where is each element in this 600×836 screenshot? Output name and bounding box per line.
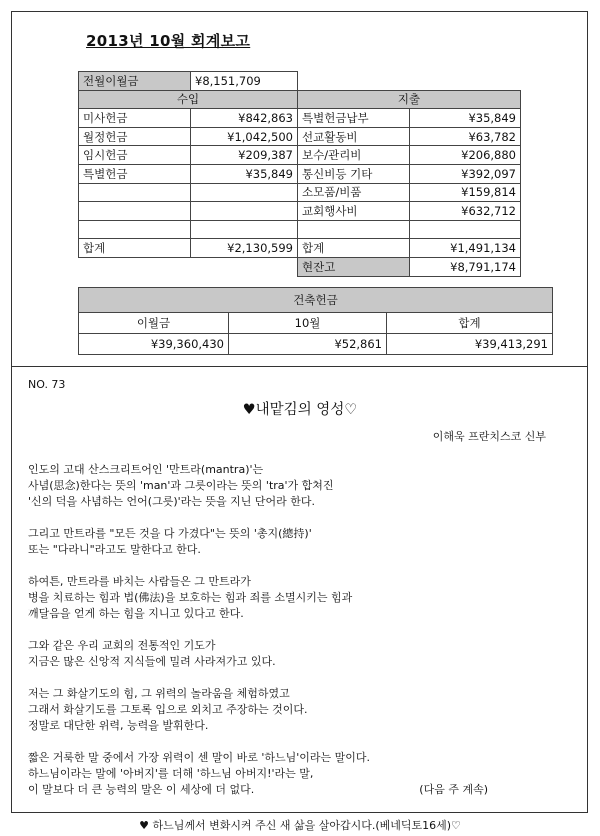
ledger-row xyxy=(79,220,521,239)
essay-line: 인도의 고대 산스크리트어인 '만트라(mantra)'는 xyxy=(28,463,264,476)
ledger-row xyxy=(79,109,521,128)
total-income-value: ¥2,130,599 xyxy=(191,239,298,258)
income-value: ¥35,849 xyxy=(191,164,298,183)
essay-line: 하여튼, 만트라를 바치는 사람들은 그 만트라가 xyxy=(28,575,251,588)
income-value: ¥209,387 xyxy=(191,146,298,165)
expense-value: ¥632,712 xyxy=(410,202,521,221)
building-col-month: 10월 xyxy=(229,313,387,334)
building-value-carryover: ¥39,360,430 xyxy=(79,334,229,355)
balance-value: ¥8,791,174 xyxy=(410,257,521,276)
essay-title: ♥내맡김의 영성♡ xyxy=(242,402,358,418)
expense-value: ¥159,814 xyxy=(410,183,521,202)
income-label: 미사헌금 xyxy=(79,109,191,128)
essay-line: '신의 덕을 사념하는 언어(그릇)'라는 뜻을 지닌 단어라 한다. xyxy=(28,495,315,508)
income-value xyxy=(191,220,298,239)
income-value xyxy=(191,183,298,202)
essay-last-line xyxy=(28,782,488,798)
ledger-row xyxy=(79,146,521,165)
issue-number: NO. 73 xyxy=(28,378,66,391)
carryover-label: 전월이월금 xyxy=(79,72,191,91)
expense-label: 보수/관리비 xyxy=(298,146,410,165)
essay-line: 그래서 화살기도를 그토록 입으로 외치고 주장하는 것이다. xyxy=(28,703,308,716)
essay-line: 저는 그 화살기도의 힘, 그 위력의 놀라움을 체험하였고 xyxy=(28,687,290,700)
expense-label xyxy=(298,220,410,239)
total-expense-label: 합계 xyxy=(298,239,410,258)
essay-author: 이해욱 프란치스코 신부 xyxy=(432,430,546,443)
building-value-month: ¥52,861 xyxy=(229,334,387,355)
expense-value xyxy=(410,220,521,239)
essay-paragraph xyxy=(28,526,573,558)
income-value xyxy=(191,202,298,221)
ledger-row xyxy=(79,183,521,202)
essay-line: 사념(思念)한다는 뜻의 'man'과 그릇이라는 뜻의 'tra'가 합쳐진 xyxy=(28,479,334,492)
income-label xyxy=(79,202,191,221)
essay-line: 짧은 거룩한 말 중에서 가장 위력이 센 말이 바로 '하느님'이라는 말이다. xyxy=(28,751,371,764)
footer-quote: ♥ 하느님께서 변화시켜 주신 새 삶을 살아갑시다.(베네딕토16세)♡ xyxy=(139,819,461,832)
ledger-row xyxy=(79,202,521,221)
ledger-table xyxy=(78,71,521,277)
essay-paragraph xyxy=(28,462,573,510)
income-label xyxy=(79,220,191,239)
essay-line: 지금은 많은 신앙적 지식들에 밀려 사라져가고 있다. xyxy=(28,655,276,668)
expense-label: 선교활동비 xyxy=(298,127,410,146)
essay-line: 깨달음을 얻게 하는 힘을 지니고 있다고 한다. xyxy=(28,607,244,620)
expense-value: ¥392,097 xyxy=(410,164,521,183)
essay-paragraph xyxy=(28,686,573,734)
total-income-label: 합계 xyxy=(79,239,191,258)
building-col-total: 합계 xyxy=(387,313,553,334)
income-label: 특별헌금 xyxy=(79,164,191,183)
report-title: 2013년 10월 회계보고 xyxy=(86,32,251,50)
expense-label: 소모품/비품 xyxy=(298,183,410,202)
essay-line: 그와 같은 우리 교회의 전통적인 기도가 xyxy=(28,639,216,652)
essay-line: 하느님이라는 말에 '아버지'를 더해 '하느님 아버지!'라는 말, xyxy=(28,767,314,780)
essay-line: 이 말보다 더 큰 능력의 말은 이 세상에 더 없다. xyxy=(28,783,255,796)
income-label xyxy=(79,183,191,202)
expense-value: ¥63,782 xyxy=(410,127,521,146)
essay-paragraph xyxy=(28,750,573,798)
expense-label: 교회행사비 xyxy=(298,202,410,221)
income-value: ¥1,042,500 xyxy=(191,127,298,146)
expense-header: 지출 xyxy=(298,90,521,109)
essay-line: 병을 치료하는 힘과 법(佛法)을 보호하는 힘과 죄를 소멸시키는 힘과 xyxy=(28,591,353,604)
expense-label: 통신비등 기타 xyxy=(298,164,410,183)
building-fund-header: 건축헌금 xyxy=(79,288,553,313)
income-header: 수입 xyxy=(79,90,298,109)
income-label: 임시헌금 xyxy=(79,146,191,165)
essay-line: 그리고 만트라를 "모든 것을 다 가겼다"는 뜻의 '총지(總持)' xyxy=(28,527,312,540)
ledger-rows xyxy=(79,109,521,239)
building-value-total: ¥39,413,291 xyxy=(387,334,553,355)
essay-line: 또는 "다라니"라고도 말한다고 한다. xyxy=(28,543,201,556)
income-label: 월정헌금 xyxy=(79,127,191,146)
income-value: ¥842,863 xyxy=(191,109,298,128)
ledger-row xyxy=(79,127,521,146)
essay-paragraph xyxy=(28,574,573,622)
expense-value: ¥35,849 xyxy=(410,109,521,128)
carryover-value: ¥8,151,709 xyxy=(191,72,298,91)
expense-label: 특별헌금납부 xyxy=(298,109,410,128)
building-col-carryover: 이월금 xyxy=(79,313,229,334)
expense-value: ¥206,880 xyxy=(410,146,521,165)
essay-paragraph xyxy=(28,638,573,670)
ledger-row xyxy=(79,164,521,183)
building-fund-table xyxy=(78,287,553,355)
balance-label: 현잔고 xyxy=(298,257,410,276)
essay-body xyxy=(28,462,573,798)
total-expense-value: ¥1,491,134 xyxy=(410,239,521,258)
essay-line: 정말로 대단한 위력, 능력을 발휘한다. xyxy=(28,719,209,732)
continued-note: (다음 주 계속) xyxy=(419,783,488,796)
